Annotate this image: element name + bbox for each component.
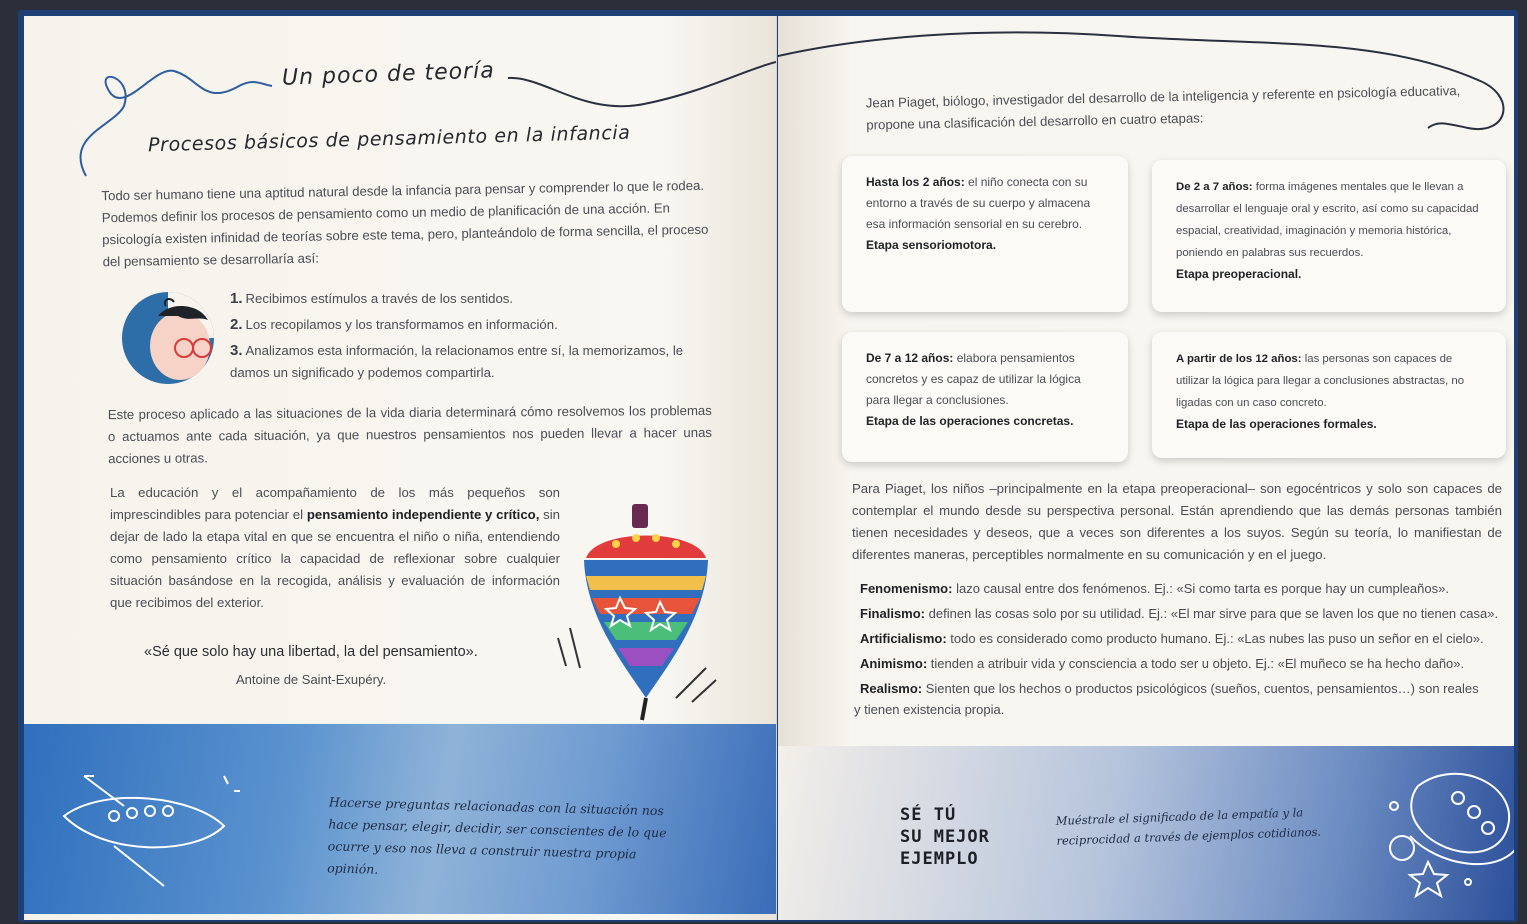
stage-age: De 2 a 7 años: <box>1176 181 1253 193</box>
step-number: 1. <box>230 290 243 307</box>
stage-description: forma imágenes mentales que le llevan a desarrollar el lenguaje oral y escrito, así como su capacidad espacial, creatividad, imaginación y memoria histórica, poniendo en palabras sus recuerdos. <box>1176 181 1479 259</box>
definition-text: Sienten que los hechos o productos psicológicos (sueños, cuentos, pensamientos…) son reales <box>922 681 1479 696</box>
egocentrism-paragraph: Para Piaget, los niños –principalmente en la etapa preoperacional– son egocéntricos y solo son capaces de contemplar el mundo desde su perspectiva personal. Están aprendiendo que las demás personas también tienen necesidades y deseos, que a veces son diferentes a los suyos. Según su teoría, lo manifiestan de diferentes maneras, perceptibles normalmente en su comunicación y en el juego. <box>852 481 1502 562</box>
education-emphasis: pensamiento independiente y crítico, <box>306 507 540 522</box>
stage-name: Etapa de las operaciones concretas. <box>866 414 1074 428</box>
be-example-title-line: EJEMPLO <box>900 849 979 869</box>
section-title: Procesos básicos de pensamiento en la infancia <box>147 121 631 157</box>
definition-term: Realismo: <box>860 681 923 696</box>
definition-text: todo es considerado como producto humano. Ej.: «Las nubes las puso un señor en el cielo». <box>946 631 1484 646</box>
stage-name: Etapa sensoriomotora. <box>866 238 997 252</box>
definition-term: Artificialismo: <box>860 631 947 646</box>
left-page <box>24 16 777 920</box>
definition-text: tienden a atribuir vida y consciencia a todo ser u objeto. Ej.: «El muñeco se ha hecho daño». <box>927 656 1465 671</box>
definition-text: definen las cosas solo por su utilidad. Ej.: «El mar sirve para que se laven los que no tienen casa». <box>925 606 1499 621</box>
piaget-intro-paragraph: Jean Piaget, biólogo, investigador del desarrollo de la inteligencia y referente en psicología educativa, propone una clasificación del desarrollo en cuatro etapas: <box>865 83 1461 133</box>
stage-name: Etapa de las operaciones formales. <box>1176 417 1377 431</box>
definition-continuation: y tienen existencia propia. <box>854 702 1005 717</box>
stage-age: A partir de los 12 años: <box>1176 353 1302 365</box>
definition-term: Animismo: <box>860 656 928 671</box>
education-text-end: sin dejar de lado la etapa vital en que se encuentra el niño o niña, entendiendo como pensamiento crítico la capacidad de reflexionar sobre cualquier situación basándose en la recogida, análisis y evaluación de información que recibimos del exterior. <box>110 507 561 610</box>
banner-text: Hacerse preguntas relacionadas con la situación nos hace pensar, elegir, decidir, ser conscientes de lo que ocurre y eso nos lleva a construir nuestra propia opinión. <box>327 794 667 877</box>
be-example-title-line: SÉ TÚ <box>900 805 957 825</box>
open-book <box>18 10 1518 922</box>
intro-paragraph: Todo ser humano tiene una aptitud natural desde la infancia para pensar y comprender lo que le rodea. Podemos definir los procesos de pensamiento como un medio de planificación de una acción. En psicología existen infinidad de teorías sobre este tema, pero, planteándolo de forma sencilla, el proceso del pensamiento se desarrollaría así: <box>101 177 709 270</box>
step-text: Analizamos esta información, la relacionamos entre sí, la memorizamos, le damos un significado y podemos compartirla. <box>230 343 684 380</box>
be-example-text: Muéstrale el significado de la empatía y la reciprocidad a través de ejemplos cotidianos. <box>1055 805 1322 848</box>
stage-description: las personas son capaces de utilizar la lógica para llegar a conclusiones abstractas, no ligadas con un caso concreto. <box>1176 353 1465 409</box>
space-doodle <box>778 16 1514 920</box>
process-paragraph: Este proceso aplicado a las situaciones de la vida diaria determinará cómo resolvemos los problemas o actuamos ante cada situación, ya que nuestros pensamientos nos pueden llevar a hacer unas acciones u otras. <box>107 402 713 467</box>
step-number: 2. <box>230 316 243 333</box>
quote-text: «Sé que solo hay una libertad, la del pensamiento». <box>144 644 478 660</box>
stage-description: el niño conecta con su entorno a través de su cuerpo y almacena esa información sensorial en su cerebro. <box>866 175 1091 231</box>
airplane-doodle <box>24 16 776 920</box>
definition-term: Finalismo: <box>860 606 926 621</box>
stage-description: elabora pensamientos concretos y es capaz de utilizar la lógica para llegar a conclusiones. <box>866 351 1081 407</box>
step-text: Los recopilamos y los transformamos en información. <box>245 317 558 332</box>
stage-age: Hasta los 2 años: <box>866 175 965 189</box>
definition-text: lazo causal entre dos fenómenos. Ej.: «Si como tarta es porque hay un cumpleaños». <box>952 581 1449 596</box>
right-page <box>778 16 1514 920</box>
step-text: Recibimos estímulos a través de los sentidos. <box>245 291 514 306</box>
stage-age: De 7 a 12 años: <box>866 351 954 365</box>
stage-name: Etapa preoperacional. <box>1176 267 1302 281</box>
header-title: Un poco de teoría <box>281 58 496 91</box>
definition-term: Fenomenismo: <box>860 581 953 596</box>
education-text-start: La educación y el acompañamiento de los más pequeños son imprescindibles para potenciar el <box>110 485 560 522</box>
step-number: 3. <box>230 342 243 359</box>
quote-author: Antoine de Saint-Exupéry. <box>236 672 387 687</box>
be-example-title-line: SU MEJOR <box>900 827 990 847</box>
